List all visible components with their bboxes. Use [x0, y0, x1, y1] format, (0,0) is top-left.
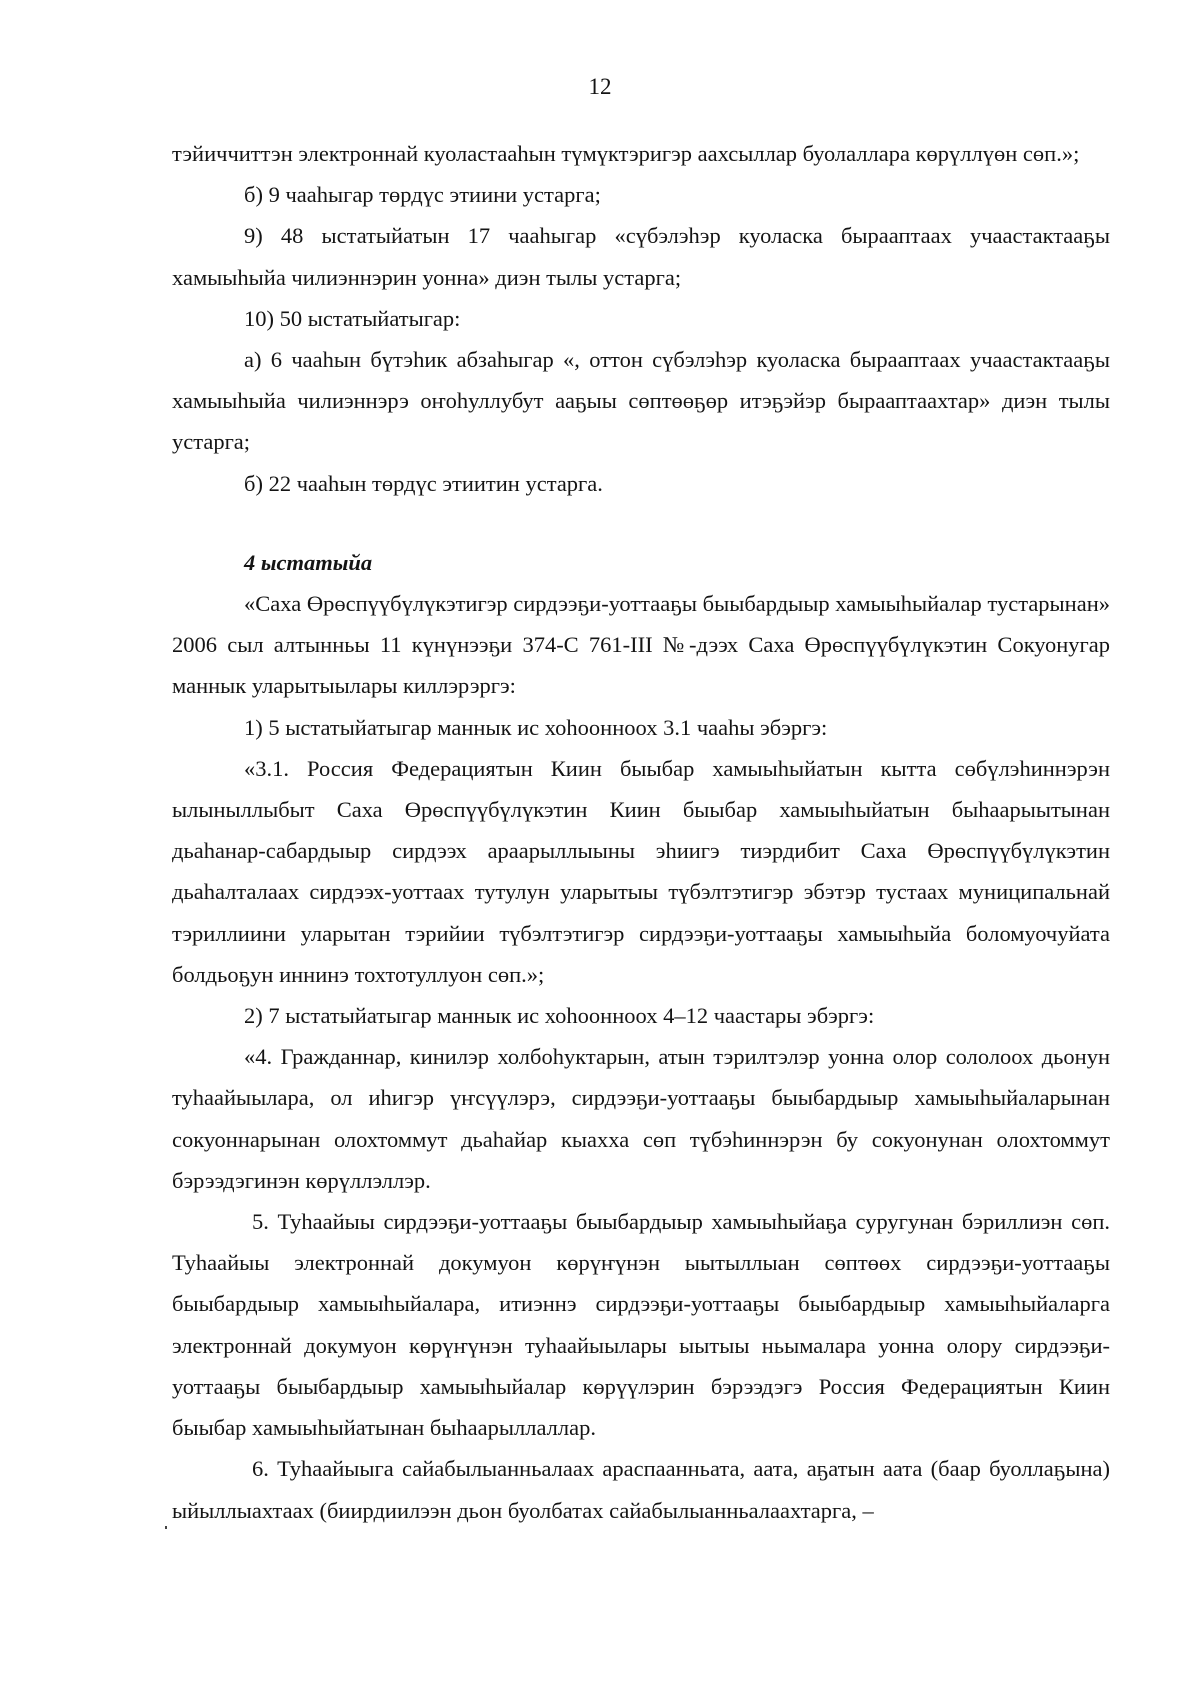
article-point-6: 6. Туһаайыыга сайабылыанньалаах араспаанньата, аата, аҕатын аата (баар буоллаҕына) ыйыллыахтаах (биирдиилээн дьон буолбатах сайабылыанньалаахтарга, –	[172, 1456, 1110, 1523]
paragraph-amendment-9: 9) 48 ыстатыйатын 17 чааһыгар «сүбэлэһэр куоласка бырааптаах учаастактааҕы хамыыһыйа чилиэннэрин уонна» диэн тылы устарга;	[172, 223, 1110, 290]
paragraph-continuation: тэйиччиттэн электроннай куоластааһын түмүктэригэр аахсыллар буолаллара көрүллүөн сөп.»;	[172, 141, 1080, 166]
article-point-4: «4. Гражданнар, кинилэр холбоһуктарын, атын тэрилтэлэр уонна олор сололоох дьонун туһаайыылара, ол иһигэр үҥсүүлэрэ, сирдээҕи-уоттааҕы быыбардыыр хамыыһыйаларынан сокуоннарынан олохтоммут дьаһайар кыахха сөп түбэһиннэрэн бу сокуонунан олохтоммут бэрээдэгинэн көрүллэллэр.	[172, 1044, 1110, 1193]
paragraph-amendment-10: 10) 50 ыстатыйатыгар:	[244, 305, 461, 331]
article-heading: 4 ыстатыйа	[244, 549, 373, 575]
paragraph-amendment-10b: б) 22 чааһын төрдүс этиитин устарга.	[244, 470, 603, 496]
article-item-1: 1) 5 ыстатыйатыгар маннык ис хоһоонноох 3.1 чааһы эбэргэ:	[244, 714, 828, 740]
article-item-1-text: «3.1. Россия Федерациятын Киин быыбар хамыыһыйатын кытта сөбүлэһиннэрэн ылыныллыбыт Саха Өрөспүүбүлүкэтин Киин быыбар хамыыһыйатын быһаарыытынан дьаһанар-сабардыыр сирдээх араарыллыыны эһиигэ тиэрдибит Саха Өрөспүүбүлүкэтин дьаһалталаах сирдээх-уоттаах тутулун уларытыы түбэлтэтигэр эбэтэр тустаах муниципальнай тэриллиини уларытан тэрийии түбэлтэтигэр сирдээҕи-уоттааҕы хамыыһыйа боломуочуйата болдьоҕун иннинэ тохтотуллуон сөп.»;	[172, 755, 1110, 987]
article-intro: «Саха Өрөспүүбүлүкэтигэр сирдээҕи-уоттааҕы быыбардыыр хамыыһыйалар тустарынан» 2006 сыл алтынньы 11 күнүнээҕи 374-С 761-III №-дээх Саха Өрөспүүбүлүкэтин Сокуонугар маннык уларытыылары киллэрэргэ:	[172, 591, 1110, 699]
article-item-2: 2) 7 ыстатыйатыгар маннык ис хоһоонноох 4–12 чаастары эбэргэ:	[244, 1003, 875, 1029]
document-body	[172, 133, 1110, 1531]
page-number: 12	[588, 74, 612, 99]
paragraph-amendment-10a: а) 6 чааһын бүтэһик абзаһыгар «, оттон сүбэлэһэр куоласка бырааптаах учаастактааҕы хамыыһыйа чилиэннэрэ оҥоһуллубут ааҕыы сөптөөҕөр итэҕэйэр бырааптаахтар» диэн тылы устарга;	[172, 347, 1110, 455]
paragraph-amendment-b9: б) 9 чааһыгар төрдүс этиини устарга;	[244, 182, 601, 208]
scan-artifact	[165, 1526, 167, 1529]
article-point-5: 5. Туһаайыы сирдээҕи-уоттааҕы быыбардыыр хамыыһыйаҕа суругунан бэриллиэн сөп. Туһаайыы электроннай докумуон көрүҥүнэн ыытыллыан сөптөөх сирдээҕи-уоттааҕы быыбардыыр хамыыһыйалара, итиэннэ сирдээҕи-уоттааҕы быыбардыыр хамыыһыйаларга электроннай докумуон көрүҥүнэн туһаайыылары ыытыы ньымалара уонна олору сирдээҕи-уоттааҕы быыбардыыр хамыыһыйалар көрүүлэрин бэрээдэгэ Россия Федерациятын Киин быыбар хамыыһыйатынан быһаарыллаллар.	[172, 1209, 1110, 1441]
